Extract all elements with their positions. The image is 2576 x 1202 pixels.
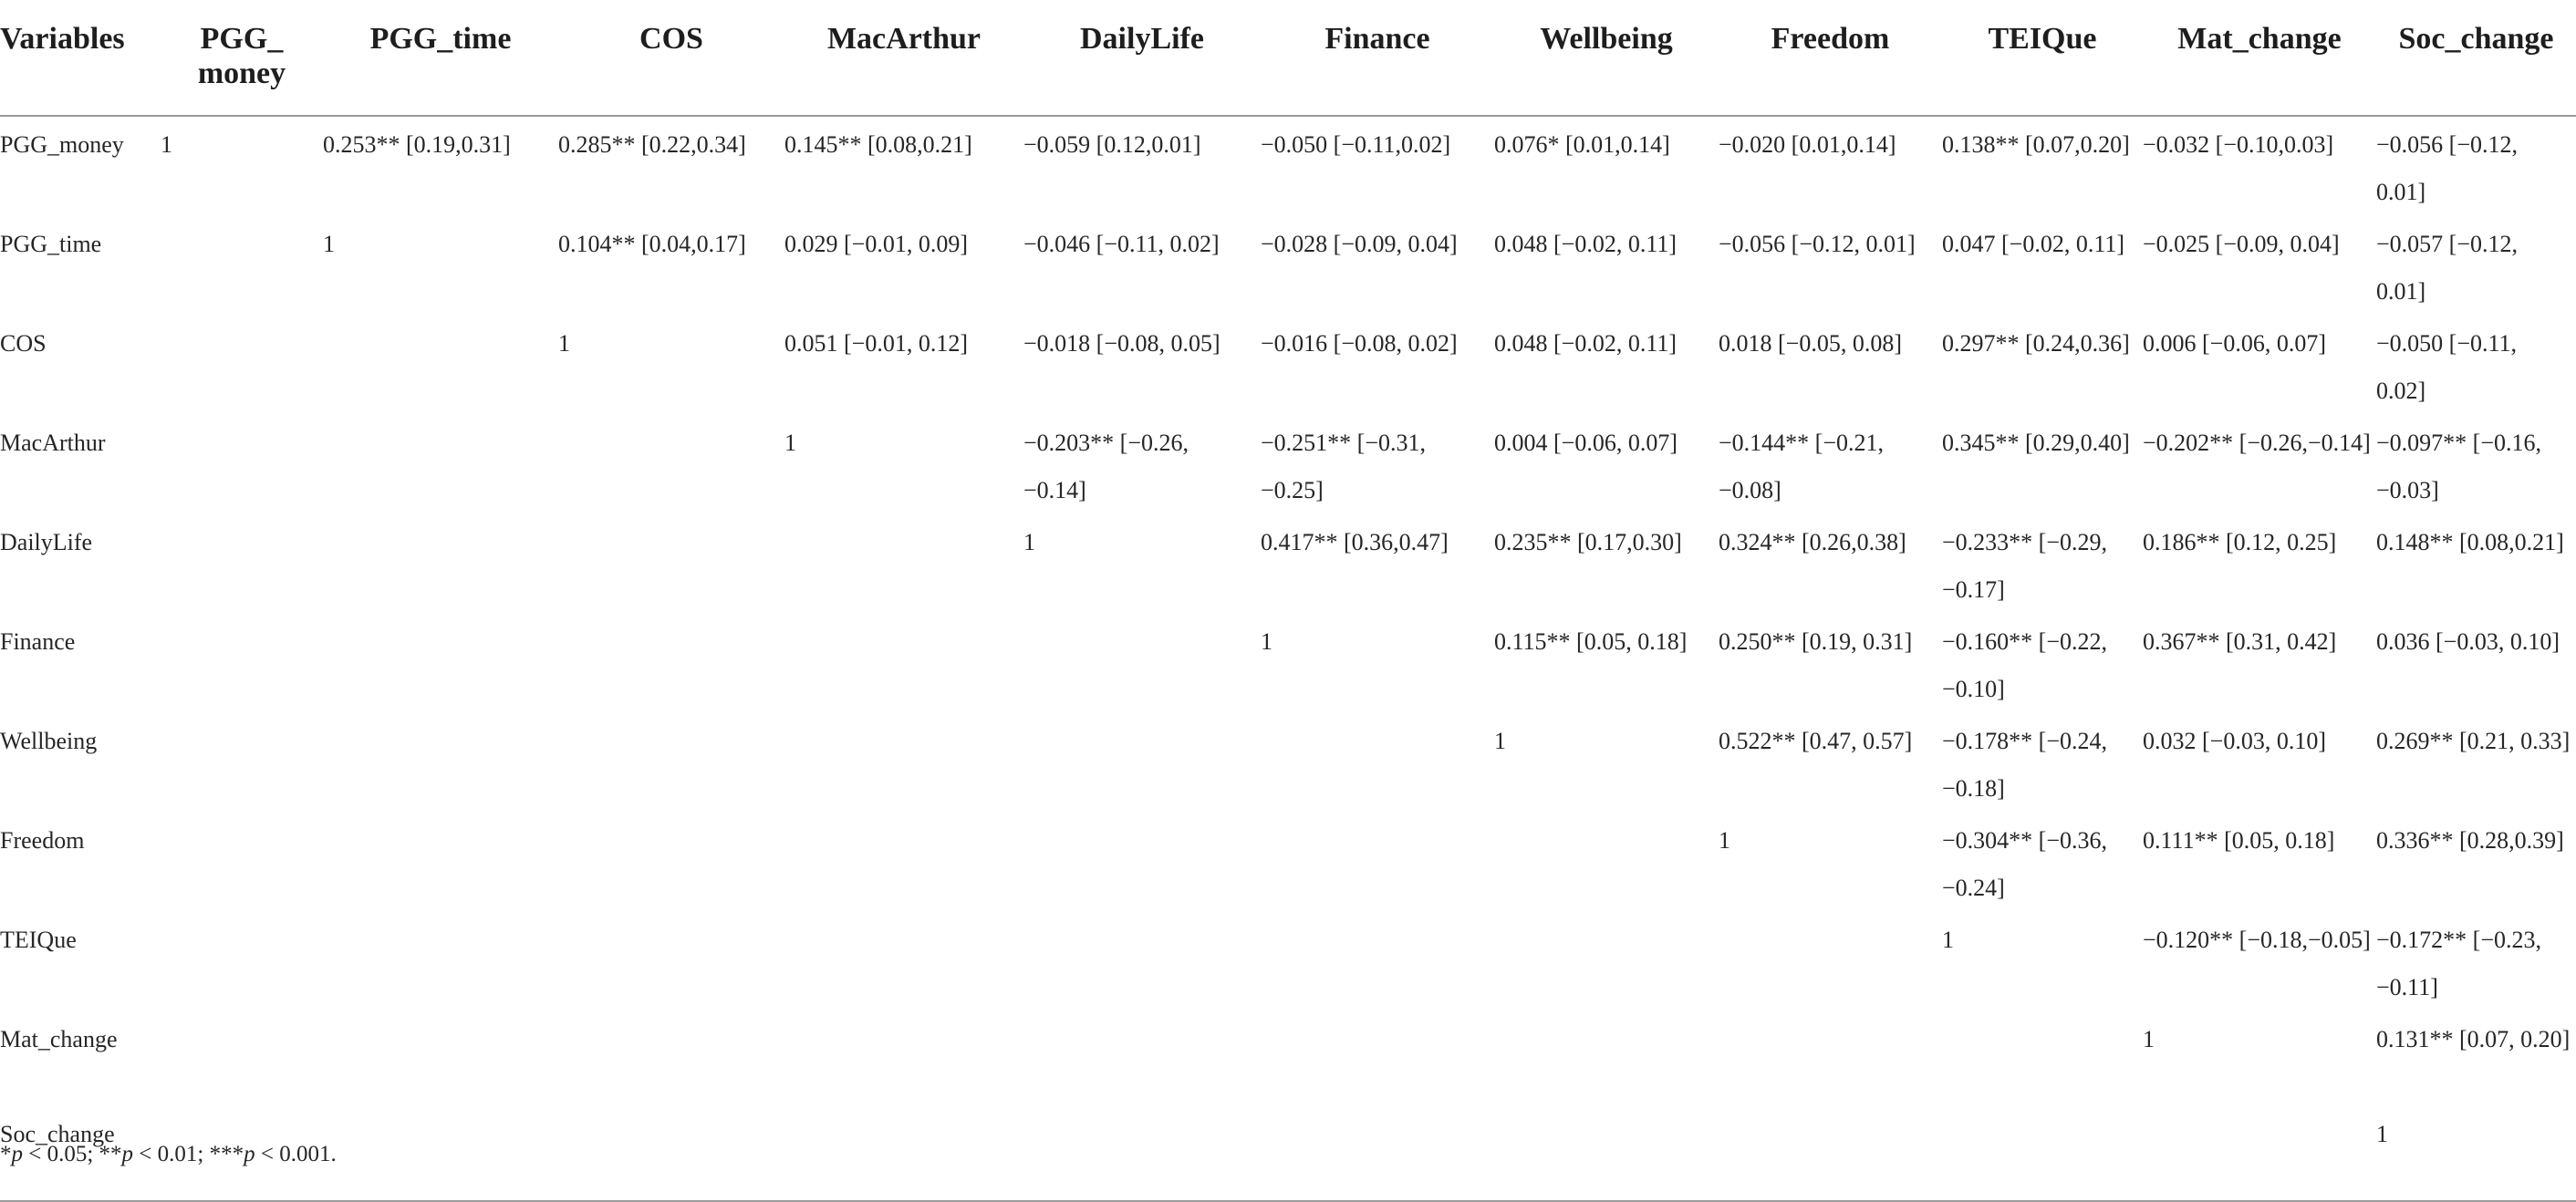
table-cell: 0.522** [0.47, 0.57] bbox=[1719, 728, 1913, 754]
table-row bbox=[0, 316, 2576, 415]
table-cell bbox=[1942, 1106, 2143, 1201]
table-cell: 1 bbox=[1494, 728, 1506, 754]
table-cell bbox=[1261, 1106, 1494, 1201]
table-cell bbox=[1719, 912, 1942, 1011]
column-header: Freedom bbox=[1719, 0, 1942, 116]
table-cell: 0.076* [0.01,0.14] bbox=[1494, 131, 1670, 158]
table-cell: −0.097** [−0.16, −0.03] bbox=[2376, 430, 2541, 503]
table-cell bbox=[1023, 813, 1261, 912]
table-cell: 0.051 [−0.01, 0.12] bbox=[784, 330, 968, 357]
table-cell: 1 bbox=[558, 330, 570, 357]
table-row bbox=[0, 116, 2576, 216]
row-label: COS bbox=[0, 330, 47, 357]
table-cell: −0.056 [−0.12, 0.01] bbox=[2376, 131, 2518, 205]
table-cell: 1 bbox=[2376, 1106, 2576, 1201]
table-cell bbox=[558, 1011, 784, 1106]
table-cell: 0.018 [−0.05, 0.08] bbox=[1719, 330, 1902, 357]
table-cell: 0.269** [0.21, 0.33] bbox=[2376, 728, 2571, 754]
table-cell: 0.297** [0.24,0.36] bbox=[1942, 330, 2130, 357]
row-label: Freedom bbox=[0, 827, 85, 854]
table-cell: −0.160** [−0.22, −0.10] bbox=[1942, 628, 2107, 702]
table-cell bbox=[1719, 1011, 1942, 1106]
table-cell bbox=[323, 1011, 558, 1106]
table-cell: 1 bbox=[784, 430, 796, 456]
table-cell: 1 bbox=[1023, 529, 1035, 555]
table-cell: 0.336** [0.28,0.39] bbox=[2376, 827, 2564, 854]
table-cell bbox=[323, 713, 558, 813]
table-cell bbox=[323, 415, 558, 514]
table-cell bbox=[161, 614, 323, 713]
table-cell bbox=[323, 1106, 558, 1201]
footnote-mark: ** bbox=[99, 1142, 122, 1166]
table-cell: 0.104** [0.04,0.17] bbox=[558, 231, 746, 257]
table-cell: −0.144** [−0.21, −0.08] bbox=[1719, 430, 1884, 503]
table-cell: 0.253** [0.19,0.31] bbox=[323, 131, 511, 158]
footnote-mark: *** bbox=[209, 1142, 244, 1166]
header-row bbox=[0, 0, 2576, 116]
footnote-mark: * bbox=[0, 1142, 12, 1166]
table-cell bbox=[558, 813, 784, 912]
column-header: Soc_change bbox=[2376, 0, 2576, 116]
footnote-p: p bbox=[244, 1142, 255, 1166]
table-cell bbox=[558, 614, 784, 713]
table-cell: 0.048 [−0.02, 0.11] bbox=[1494, 231, 1678, 257]
row-label: Soc_change bbox=[0, 1106, 161, 1201]
table-cell: −0.032 [−0.10,0.03] bbox=[2143, 131, 2334, 158]
table-cell bbox=[1023, 912, 1261, 1011]
table-cell bbox=[323, 912, 558, 1011]
table-cell: 0.036 [−0.03, 0.10] bbox=[2376, 628, 2560, 655]
table-cell bbox=[161, 813, 323, 912]
footnote-p: p bbox=[11, 1142, 23, 1166]
footnote-p: p bbox=[121, 1142, 134, 1166]
footnote-threshold: < 0.05; bbox=[23, 1142, 99, 1166]
table-cell: 1 bbox=[1261, 628, 1272, 655]
column-header: DailyLife bbox=[1023, 0, 1261, 116]
row-label: Wellbeing bbox=[0, 728, 98, 754]
column-header: Wellbeing bbox=[1494, 0, 1719, 116]
table-cell bbox=[161, 912, 323, 1011]
table-cell bbox=[784, 912, 1023, 1011]
table-cell: 0.186** [0.12, 0.25] bbox=[2143, 529, 2337, 555]
table-cell bbox=[161, 1011, 323, 1106]
column-header: TEIQue bbox=[1942, 0, 2143, 116]
table-cell bbox=[558, 514, 784, 614]
table-cell bbox=[323, 316, 558, 415]
table-cell: −0.028 [−0.09, 0.04] bbox=[1261, 231, 1458, 257]
table-cell: 0.047 [−0.02, 0.11] bbox=[1942, 231, 2125, 257]
table-cell: −0.020 [0.01,0.14] bbox=[1719, 131, 1896, 158]
table-cell: 0.148** [0.08,0.21] bbox=[2376, 529, 2564, 555]
table-row bbox=[0, 415, 2576, 514]
table-cell bbox=[2143, 1106, 2376, 1201]
table-cell bbox=[1494, 912, 1719, 1011]
table-cell: −0.233** [−0.29, −0.17] bbox=[1942, 529, 2107, 603]
table-cell: −0.202** [−0.26,−0.14] bbox=[2143, 430, 2371, 456]
table-cell: −0.050 [−0.11, 0.02] bbox=[2376, 330, 2518, 404]
table-cell bbox=[558, 415, 784, 514]
row-label: PGG_money bbox=[0, 131, 124, 158]
significance-footnote bbox=[0, 1142, 337, 1167]
table-cell bbox=[323, 514, 558, 614]
table-cell: 0.032 [−0.03, 0.10] bbox=[2143, 728, 2326, 754]
table-cell bbox=[1719, 1106, 1942, 1201]
table-cell: 0.111** [0.05, 0.18] bbox=[2143, 827, 2335, 854]
table-cell bbox=[784, 713, 1023, 813]
table-cell: −0.304** [−0.36, −0.24] bbox=[1942, 827, 2107, 901]
table-cell bbox=[161, 316, 323, 415]
table-cell bbox=[1023, 1011, 1261, 1106]
column-header: Mat_change bbox=[2143, 0, 2376, 116]
table-cell: −0.057 [−0.12, 0.01] bbox=[2376, 231, 2518, 305]
table-cell bbox=[558, 1106, 784, 1201]
column-header: Finance bbox=[1261, 0, 1494, 116]
table-cell: 0.004 [−0.06, 0.07] bbox=[1494, 430, 1678, 456]
table-cell: 0.138** [0.07,0.20] bbox=[1942, 131, 2130, 158]
table-cell bbox=[1494, 1106, 1719, 1201]
table-cell: 0.145** [0.08,0.21] bbox=[784, 131, 972, 158]
column-header: Variables bbox=[0, 0, 161, 116]
table-cell: −0.120** [−0.18,−0.05] bbox=[2143, 927, 2371, 953]
row-label: TEIQue bbox=[0, 927, 77, 953]
table-cell: −0.018 [−0.08, 0.05] bbox=[1023, 330, 1220, 357]
table-cell: 1 bbox=[1942, 927, 1954, 953]
table-cell: 0.345** [0.29,0.40] bbox=[1942, 430, 2130, 456]
table-cell: −0.178** [−0.24, −0.18] bbox=[1942, 728, 2107, 802]
table-cell: 0.131** [0.07, 0.20] bbox=[2376, 1026, 2571, 1052]
table-cell bbox=[1494, 813, 1719, 912]
table-row bbox=[0, 614, 2576, 713]
table-cell bbox=[784, 614, 1023, 713]
table-row bbox=[0, 813, 2576, 912]
table-cell: −0.172** [−0.23, −0.11] bbox=[2376, 927, 2541, 1000]
row-label: Mat_change bbox=[0, 1026, 118, 1052]
table-cell bbox=[323, 614, 558, 713]
table-cell: 1 bbox=[161, 131, 172, 158]
column-header: PGG_ money bbox=[161, 0, 323, 116]
table-cell bbox=[1261, 1011, 1494, 1106]
table-cell bbox=[1023, 1106, 1261, 1201]
table-cell: 0.048 [−0.02, 0.11] bbox=[1494, 330, 1678, 357]
table-cell: 0.115** [0.05, 0.18] bbox=[1494, 628, 1688, 655]
table-cell: 1 bbox=[1719, 827, 1730, 854]
table-cell bbox=[161, 713, 323, 813]
row-label: PGG_time bbox=[0, 231, 102, 257]
table-row bbox=[0, 713, 2576, 813]
table-cell bbox=[1023, 614, 1261, 713]
table-cell: 0.324** [0.26,0.38] bbox=[1719, 529, 1906, 555]
table-cell: −0.016 [−0.08, 0.02] bbox=[1261, 330, 1458, 357]
table-cell: −0.050 [−0.11,0.02] bbox=[1261, 131, 1451, 158]
table-cell bbox=[161, 216, 323, 316]
row-label: MacArthur bbox=[0, 430, 106, 456]
table-cell: 1 bbox=[323, 231, 335, 257]
table-cell bbox=[323, 813, 558, 912]
table-cell: −0.056 [−0.12, 0.01] bbox=[1719, 231, 1916, 257]
table-cell bbox=[558, 912, 784, 1011]
row-label: DailyLife bbox=[0, 529, 93, 555]
row-label: Finance bbox=[0, 628, 76, 655]
table-cell: 0.029 [−0.01, 0.09] bbox=[784, 231, 968, 257]
table-row bbox=[0, 912, 2576, 1011]
table-cell bbox=[1942, 1011, 2143, 1106]
table-cell: 0.006 [−0.06, 0.07] bbox=[2143, 330, 2326, 357]
table-cell: −0.025 [−0.09, 0.04] bbox=[2143, 231, 2340, 257]
table-row bbox=[0, 1011, 2576, 1106]
table-cell: 1 bbox=[2143, 1026, 2155, 1052]
table-body bbox=[0, 116, 2576, 1201]
table-cell: −0.251** [−0.31, −0.25] bbox=[1261, 430, 1426, 503]
table-cell bbox=[784, 1106, 1023, 1201]
table-cell bbox=[784, 514, 1023, 614]
table-cell bbox=[161, 415, 323, 514]
column-header: COS bbox=[558, 0, 784, 116]
footnote-threshold: < 0.001. bbox=[254, 1142, 337, 1166]
table-cell bbox=[1261, 813, 1494, 912]
table-cell bbox=[1261, 912, 1494, 1011]
table-row bbox=[0, 514, 2576, 614]
table-cell: 0.417** [0.36,0.47] bbox=[1261, 529, 1449, 555]
footnote-threshold: < 0.01; bbox=[133, 1142, 210, 1166]
column-header: PGG_time bbox=[323, 0, 558, 116]
table-cell: 0.250** [0.19, 0.31] bbox=[1719, 628, 1913, 655]
table-cell: −0.046 [−0.11, 0.02] bbox=[1023, 231, 1220, 257]
table-cell bbox=[1494, 1011, 1719, 1106]
table-cell: 0.367** [0.31, 0.42] bbox=[2143, 628, 2337, 655]
column-header: MacArthur bbox=[784, 0, 1023, 116]
table-cell: 0.285** [0.22,0.34] bbox=[558, 131, 746, 158]
table-cell bbox=[558, 713, 784, 813]
table-row bbox=[0, 1106, 2576, 1201]
table-cell bbox=[161, 514, 323, 614]
table-cell: −0.203** [−0.26, −0.14] bbox=[1023, 430, 1189, 503]
table-cell bbox=[784, 1011, 1023, 1106]
table-cell: −0.059 [0.12,0.01] bbox=[1023, 131, 1201, 158]
table-cell bbox=[1023, 713, 1261, 813]
table-cell bbox=[784, 813, 1023, 912]
table-cell bbox=[1261, 713, 1494, 813]
table-row bbox=[0, 216, 2576, 316]
table-cell: 0.235** [0.17,0.30] bbox=[1494, 529, 1682, 555]
